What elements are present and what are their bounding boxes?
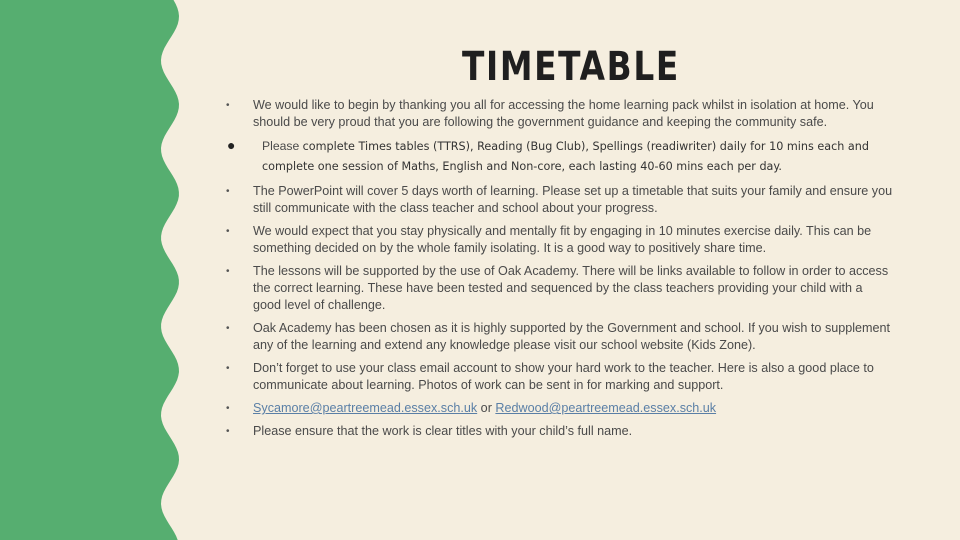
list-item: • The lessons will be supported by the use of Oak Academy. There will be links available to follow in order to access the correct learning. These have been tested and sequenced by the class teachers providing your child with a good level of challenge. [226,264,889,312]
bullet-icon: ● [227,137,236,153]
list-item: • Don’t forget to use your class email account to show your hard work to the teacher. Here is also a good place to communicate about learning. Photos of work can be sent in for marking and support. [226,361,874,392]
green-wave-border [0,0,190,540]
bullet-list [224,97,894,446]
bullet-icon: • [226,226,230,237]
bullet-icon: • [226,426,230,437]
bullet-icon: • [226,186,230,197]
bullet-icon: • [226,100,230,111]
list-item: • The PowerPoint will cover 5 days worth of learning. Please set up a timetable that suits your family and ensure you still communicate with the class teacher and school about your progress. [226,184,893,215]
list-item: • We would expect that you stay physically and mentally fit by engaging in 10 minutes exercise daily. This can be something decided on by the whole family isolating. It is a good way to positively share time. [226,224,872,255]
list-item: • Please ensure that the work is clear titles with your child’s full name. [226,424,633,438]
bullet-icon: • [226,323,230,334]
list-item-assignments: ● Please complete Times tables (TTRS), Reading (Bug Club), Spellings (readiwriter) daily for 10 mins each and complete one session of Maths, English and Non-core, each lasting 40-60 mins each per day. [227,137,869,173]
sycamore-email-link[interactable]: Sycamore@peartreemead.essex.sch.uk [253,401,478,415]
bullet-icon: • [226,403,230,414]
bullet-icon: • [226,363,230,374]
redwood-email-link[interactable]: Redwood@peartreemead.essex.sch.uk [495,401,717,415]
bullet-icon: • [226,266,230,277]
page-title: TIMETABLE [462,44,680,90]
list-item: • Oak Academy has been chosen as it is highly supported by the Government and school. If you wish to supplement any of the learning and extend any knowledge please visit our school website (Kids Zone). [226,321,891,352]
list-item-emails: • Sycamore@peartreemead.essex.sch.uk or Redwood@peartreemead.essex.sch.uk [226,401,717,415]
list-item: • We would like to begin by thanking you all for accessing the home learning pack whilst in isolation at home. You should be very proud that you are following the government guidance and keeping the community safe. [226,98,874,129]
